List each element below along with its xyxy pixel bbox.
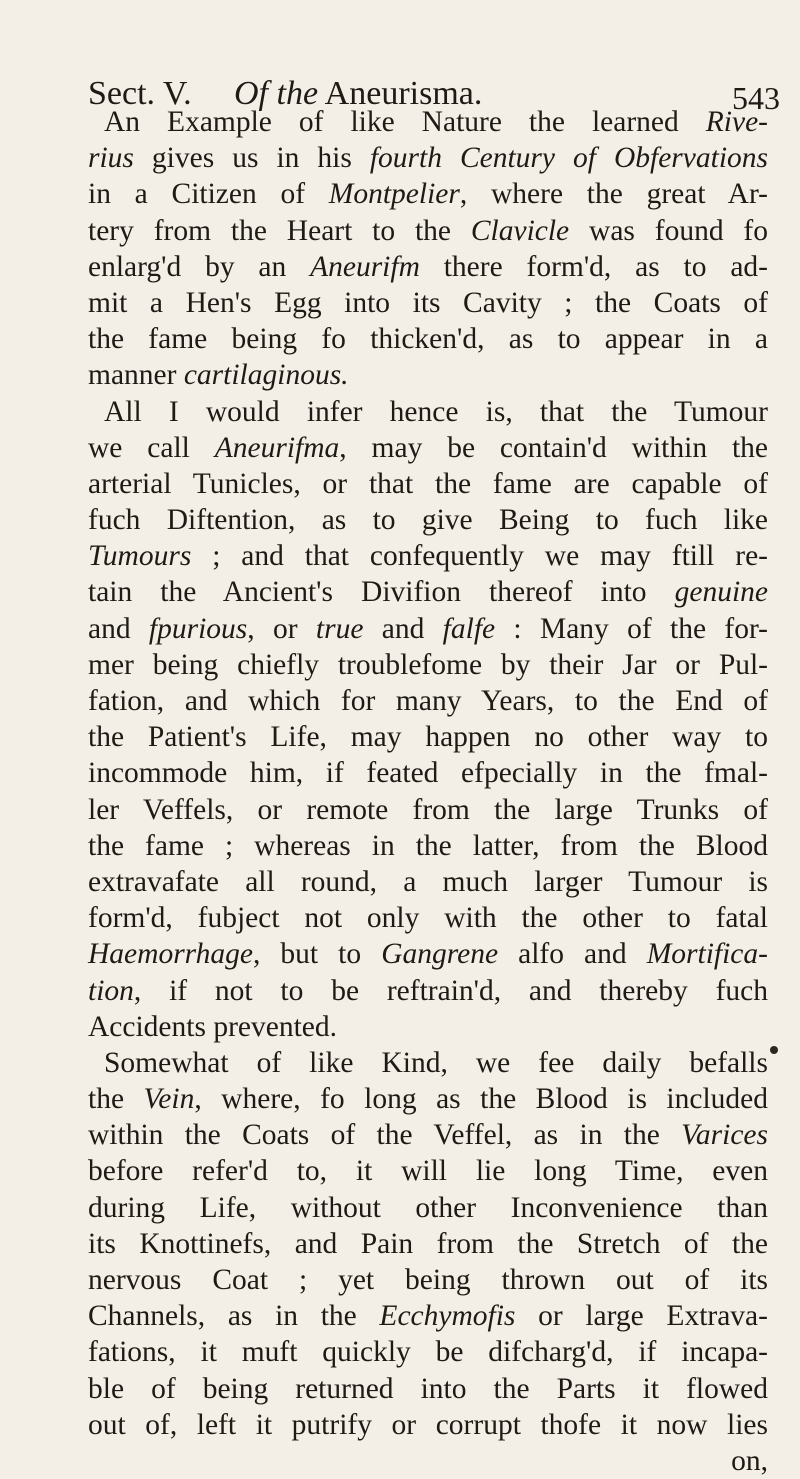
text-run: alfo and — [498, 938, 647, 971]
text-run: in a Citizen of — [88, 178, 329, 211]
text-line — [88, 973, 768, 1009]
text-line — [88, 213, 768, 249]
text-line — [88, 357, 768, 393]
italic-run: Haemorrhage — [88, 938, 253, 971]
italic-run: Ecchymofis — [379, 1300, 516, 1333]
italic-run: Montpelier — [328, 178, 460, 211]
text-line: incommode him, if feated efpecially in the fmal- — [88, 757, 768, 790]
text-line: during Life, without other Inconvenience than — [88, 1191, 768, 1224]
text-line: Accidents prevented. — [88, 1010, 338, 1043]
text-line: Somewhat of like Kind, we fee daily befalls — [104, 1046, 768, 1079]
text-run: within the Coats of the Veffel, as in the — [88, 1119, 682, 1152]
text-line: All I would infer hence is, that the Tumour — [104, 395, 768, 428]
italic-run: true — [315, 612, 364, 645]
text-run: the — [88, 1083, 144, 1116]
italic-run: Varices — [681, 1119, 768, 1152]
margin-dot — [770, 1046, 778, 1054]
italic-run: Tumours — [88, 540, 192, 573]
text-line: its Knottinefs, and Pain from the Stretch of the — [88, 1227, 768, 1260]
text-line: extravafate all round, a much larger Tumour is — [88, 865, 768, 898]
text-line — [88, 430, 768, 466]
italic-run: tion — [88, 974, 134, 1007]
section-label: Sect. V. — [88, 75, 192, 112]
text-line — [88, 1081, 768, 1117]
text-run: Channels, as in the — [88, 1300, 380, 1333]
text-run: : Many of the for- — [495, 612, 769, 645]
italic-run: rius — [88, 142, 134, 175]
text-run: tain the Ancient's Divifion thereof into — [88, 576, 675, 609]
text-line: fations, it muft quickly be difcharg'd, if incapa- — [88, 1336, 768, 1369]
italic-run: genuine — [674, 576, 768, 609]
text-line — [88, 538, 768, 574]
text-line: the Patient's Life, may happen no other way to — [88, 721, 768, 754]
italic-run: Aneurifm — [310, 250, 420, 283]
text-run: or large Extrava- — [515, 1300, 768, 1333]
text-line — [88, 140, 768, 176]
text-run: manner — [88, 359, 184, 392]
text-line: fation, and which for many Years, to the End of — [88, 685, 768, 717]
text-run: enlarg'd by an — [88, 250, 311, 283]
text-run: , may be contain'd within the — [339, 431, 768, 464]
italic-run: Aneurifma — [214, 431, 340, 464]
text-run: , where the great Ar- — [459, 178, 768, 211]
text-line: mit a Hen's Egg into its Cavity ; the Coats of — [88, 286, 768, 319]
catchword: on, — [731, 1444, 768, 1477]
text-run: ; and that confequently we may ftill re- — [191, 540, 768, 573]
text-line: ble of being returned into the Parts it flowed — [88, 1372, 768, 1405]
text-run: and — [363, 612, 443, 645]
text-line — [88, 936, 768, 972]
page-number: 543 — [732, 80, 780, 116]
text-run: was found fo — [569, 214, 768, 247]
text-line: the fame ; whereas in the latter, from the Blood — [88, 829, 768, 862]
text-line — [88, 611, 768, 647]
text-run: we call — [88, 431, 215, 464]
text-run: and — [88, 612, 149, 645]
text-line: nervous Coat ; yet being thrown out of its — [88, 1264, 768, 1296]
text-run: gives us in his — [133, 142, 370, 175]
text-run: , but to — [252, 938, 382, 971]
text-run: there form'd, as to ad- — [419, 250, 768, 283]
text-run: An Example of like Nature the learned — [104, 106, 679, 138]
title-word: Aneurisma. — [324, 75, 483, 112]
text-line: form'd, fubject not only with the other to fatal — [88, 902, 768, 935]
text-line: before refer'd to, it will lie long Time, even — [88, 1155, 768, 1188]
italic-run: Mortifica- — [646, 938, 768, 971]
text-line — [88, 574, 768, 610]
text-line — [88, 104, 768, 140]
text-line: the fame being fo thicken'd, as to appear in a — [88, 323, 768, 356]
italic-run: falfe — [442, 612, 496, 645]
italic-run: Vein — [143, 1083, 195, 1116]
text-line: mer being chiefly troublefome by their Jar or Pul- — [88, 648, 768, 681]
text-line: ler Veffels, or remote from the large Trunks of — [88, 793, 768, 826]
italic-run: Gangrene — [381, 938, 499, 971]
text-run: , where, fo long as the Blood is included — [194, 1083, 769, 1116]
text-line — [88, 1298, 768, 1334]
italic-run: fourth Century of Obfervations — [369, 142, 768, 175]
text-run: , if not to be reftrain'd, and thereby fuch — [133, 974, 768, 1007]
text-line: out of, left it putrify or corrupt thofe it now lies — [88, 1408, 768, 1441]
body-text — [88, 104, 768, 1479]
text-line — [88, 249, 768, 285]
text-run: , or — [247, 612, 316, 645]
text-line: arterial Tunicles, or that the fame are capable of — [88, 467, 768, 500]
italic-run: Rive- — [705, 106, 768, 138]
italic-run: Clavicle — [470, 214, 570, 247]
text-run: tery from the Heart to the — [88, 214, 471, 247]
text-line: fuch Diftention, as to give Being to fuch like — [88, 504, 768, 537]
title-prefix: Of the — [234, 75, 319, 112]
text-line — [88, 1117, 768, 1153]
italic-run: cartilaginous. — [183, 359, 349, 392]
italic-run: fpurious — [148, 612, 248, 645]
text-line — [88, 176, 768, 212]
